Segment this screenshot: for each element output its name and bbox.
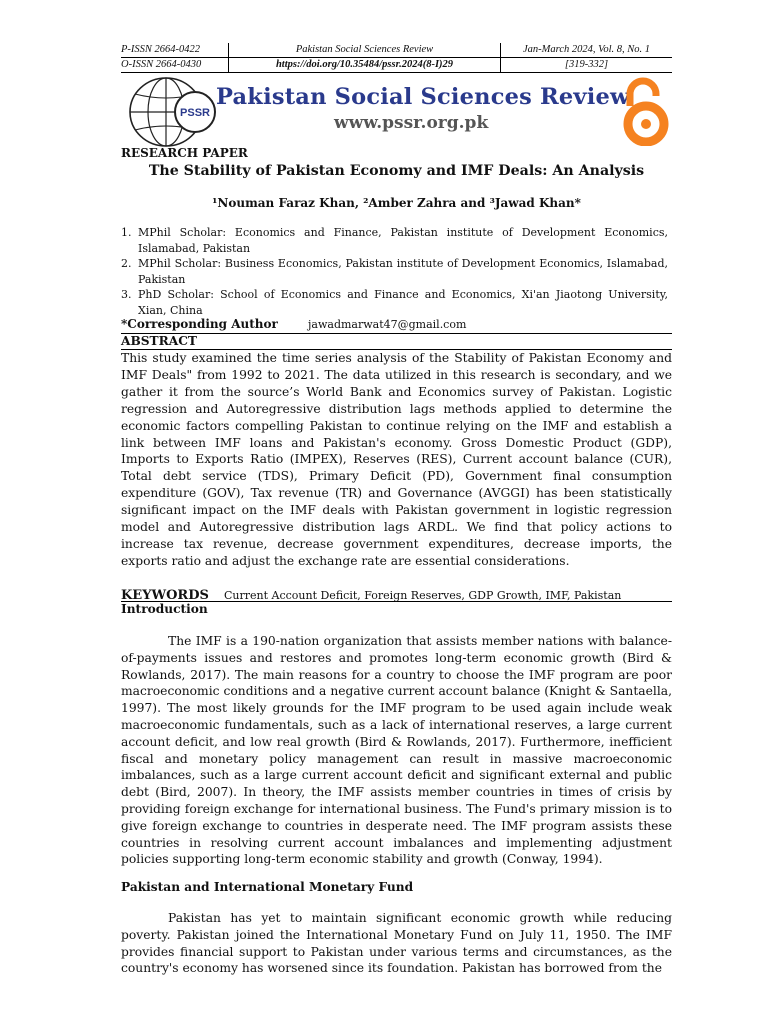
journal-title-header: Pakistan Social Sciences Review <box>228 43 501 57</box>
pissn: P-ISSN 2664-0422 <box>121 44 201 55</box>
paper-title: The Stability of Pakistan Economy and IMF Deals: An Analysis <box>148 163 645 179</box>
corresponding-author <box>121 317 672 334</box>
affiliation-item: 2. MPhil Scholar: Business Economics, Pakistan institute of Development Economics, Islamabad, Pakistan <box>121 257 668 286</box>
corresponding-email[interactable]: jawadmarwat47@gmail.com <box>308 318 467 331</box>
journal-name: Pakistan Social Sciences Review <box>216 84 630 110</box>
keywords-text: Current Account Deficit, Foreign Reserves, GDP Growth, IMF, Pakistan <box>223 589 622 602</box>
paper-type: RESEARCH PAPER <box>121 146 248 160</box>
affiliation-item: 3. PhD Scholar: School of Economics and Finance and Economics, Xi'an Jiaotong University, Xian, China <box>121 288 668 317</box>
journal-header <box>121 43 672 73</box>
section-heading: Pakistan and International Monetary Fund <box>121 880 414 894</box>
affiliation-list <box>121 225 668 318</box>
doi-link[interactable]: https://doi.org/10.35484/pssr.2024(8-I)29 <box>228 58 501 72</box>
corresponding-label: *Corresponding Author <box>121 317 278 331</box>
abstract-text: This study examined the time series analysis of the Stability of Pakistan Economy and IMF Deals" from 1992 to 2021. The data utilized in this research is secondary, and we gather it from the source’s World Bank and Economics survey of Pakistan. Logistic regression and Autoregressive distribution lags methods applied to determine the economic factors compelling Pakistan to continue relying on the IMF and establish a link between IMF loans and Pakistan's economy. Gross Domestic Product (GDP), Imports to Exports Ratio (IMPEX), Reserves (RES), Current account balance (CUR), Total debt service (TDS), Primary Deficit (PD), Government final consumption expenditure (GOV), Tax revenue (TR) and Governance (AVGGI) has been statistically significant impact on the IMF deals with Pakistan government in logistic regression model and Autoregressive distribution lags ARDL. We find that policy actions to increase tax revenue, decrease government expenditures, decrease imports, the exports ratio and adjust the exchange rate are essential considerations. <box>121 351 672 568</box>
keywords-row <box>121 584 672 602</box>
abstract-heading: ABSTRACT <box>121 334 197 348</box>
header-row-2 <box>121 58 672 73</box>
section-paragraph: Pakistan has yet to maintain significant economic growth while reducing poverty. Pakistan joined the International Monetary Fund on July 11, 1950. The IMF provides financial support to Pakistan under various terms and circumstances, as the country's economy has worsened since its foundation. Pakistan has borrowed from the <box>121 911 672 976</box>
pssr-badge: PSSR <box>180 107 210 119</box>
journal-url[interactable]: www.pssr.org.pk <box>334 113 489 133</box>
globe-logo-icon <box>121 76 221 148</box>
issue-info: Jan-March 2024, Vol. 8, No. 1 <box>522 44 651 55</box>
header-row-1 <box>121 43 672 58</box>
introduction-paragraph: The IMF is a 190-nation organization that assists member nations with balance-of-payments issues and restores and promotes long-term economic growth (Bird & Rowlands, 2017). The main reasons for a country to choose the IMF program are poor macroeconomic conditions and a negative current account balance (Knight & Santaella, 1997). The most likely grounds for the IMF program to be used again include weak macroeconomic fundamentals, such as a lack of international reserves, a large current account deficit, and low real growth (Bird & Rowlands, 2017). Furthermore, inefficient fiscal and monetary policy management can result in massive macroeconomic imbalances, such as a large current account deficit and significant external and public debt (Bird, 2007). In theory, the IMF assists member countries in times of crisis by providing foreign exchange for international business. The Fund's primary mission is to give foreign exchange to countries in desperate need. The IMF program assists these countries in resolving current account imbalances and implementing adjustment policies supporting long-term economic stability and growth (Conway, 1994). <box>121 634 672 867</box>
journal-logo <box>121 76 676 148</box>
keywords-label: KEYWORDS <box>121 588 209 603</box>
oissn: O-ISSN 2664-0430 <box>121 59 202 70</box>
open-access-icon <box>619 76 673 146</box>
page-range: [319-332] <box>564 59 609 70</box>
introduction-heading: Introduction <box>121 602 208 616</box>
affiliation-item: 1. MPhil Scholar: Economics and Finance, Pakistan institute of Development Economics, Islamabad, Pakistan <box>121 226 668 255</box>
author-list: ¹Nouman Faraz Khan, ²Amber Zahra and ³Jawad Khan* <box>212 196 581 210</box>
